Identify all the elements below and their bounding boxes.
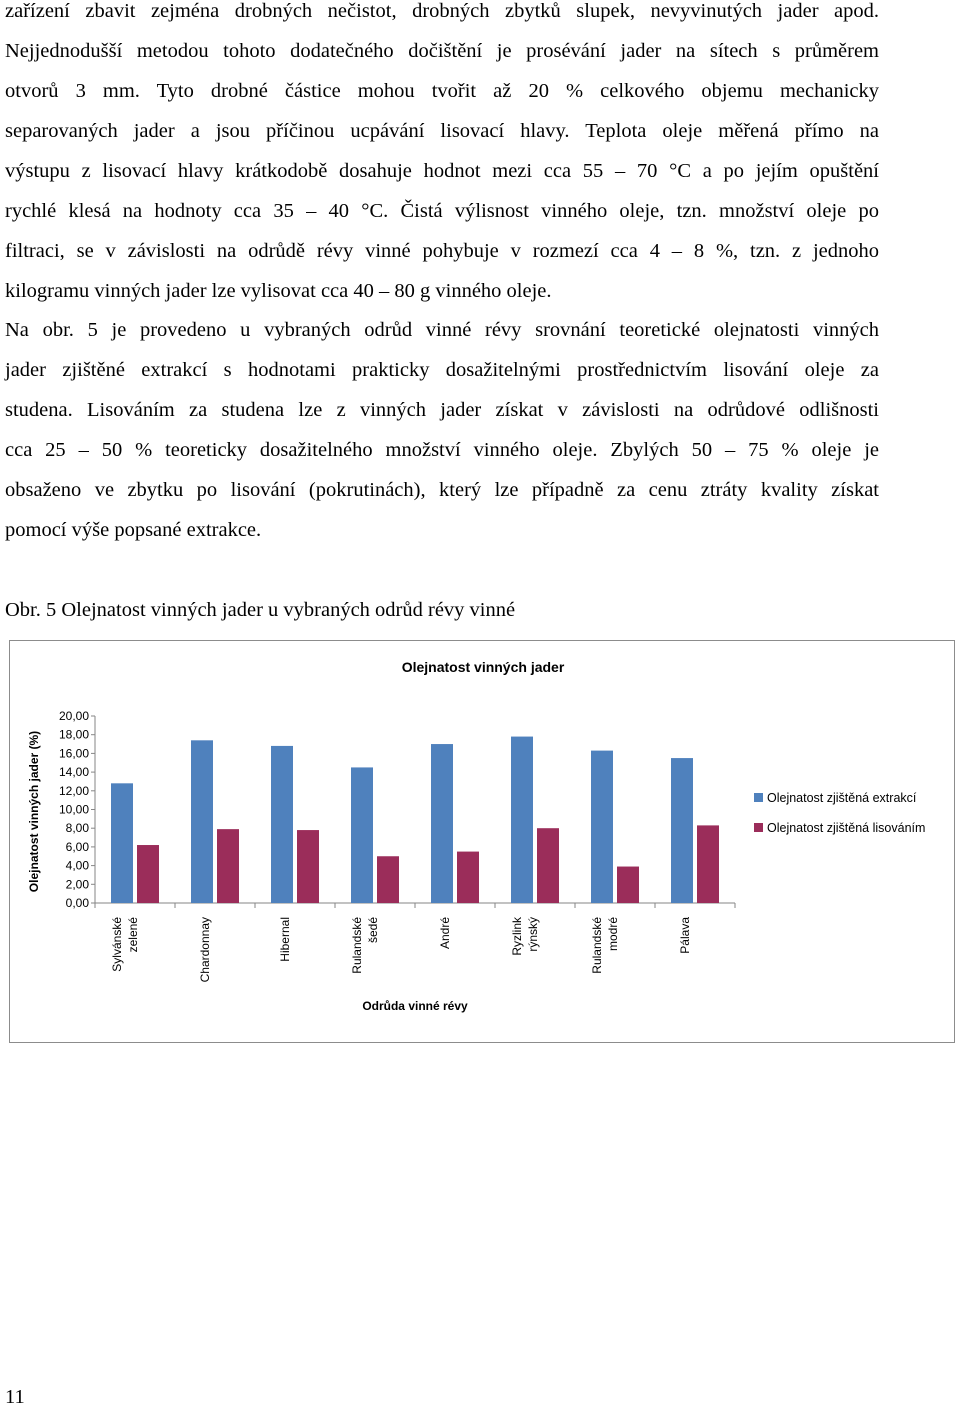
y-tick-label: 0,00	[65, 896, 89, 910]
bar-extraction	[111, 783, 133, 903]
x-tick-label: Rulandské šedé	[350, 917, 380, 974]
bar-extraction	[191, 740, 213, 903]
bar-pressing	[697, 825, 719, 903]
x-tick-label: Rulandské modré	[590, 917, 620, 974]
legend-label: Olejnatost zjištěná extrakcí	[767, 791, 917, 805]
bar-extraction	[351, 767, 373, 903]
bar-extraction	[271, 746, 293, 903]
text-line: jader zjištěné extrakcí s hodnotami prakticky dosažitelnými prostřednictvím lisování oleje za	[5, 359, 879, 381]
y-tick-label: 14,00	[58, 765, 89, 780]
bar-extraction	[511, 737, 533, 903]
bar-pressing	[617, 867, 639, 903]
y-tick-label: 20,00	[58, 709, 89, 723]
bar-pressing	[377, 856, 399, 903]
text-line: studena. Lisováním za studena lze z vinných jader získat v závislosti na odrůdové odlišnosti	[5, 399, 879, 421]
text-line: cca 25 – 50 % teoreticky dosažitelného množství vinného oleje. Zbylých 50 – 75 % oleje je	[5, 439, 879, 461]
paragraph-1	[5, 0, 879, 311]
bar-extraction	[431, 744, 453, 903]
y-tick-label: 4,00	[65, 858, 89, 873]
y-tick-label: 2,00	[65, 877, 89, 892]
bar-pressing	[537, 828, 559, 903]
figure-caption: Obr. 5 Olejnatost vinných jader u vybraných odrůd révy vinné	[5, 599, 516, 621]
bar-pressing	[297, 830, 319, 903]
x-tick-label: Hibernal	[278, 917, 292, 962]
bar-extraction	[591, 751, 613, 903]
text-line: Na obr. 5 je provedeno u vybraných odrůd vinné révy srovnání teoretické olejnatosti vinných	[5, 319, 879, 341]
page-number: 11	[5, 1386, 25, 1408]
y-tick-label: 6,00	[65, 839, 89, 854]
text-line: zařízení zbavit zejména drobných nečistot, drobných zbytků slupek, nevyvinutých jader apod.	[5, 0, 879, 22]
legend-swatch	[754, 823, 763, 832]
y-tick-label: 10,00	[58, 802, 89, 817]
x-tick-label: Pálava	[678, 917, 692, 954]
legend-label: Olejnatost zjištěná lisováním	[767, 821, 926, 835]
text-line: rychlé klesá na hodnoty cca 35 – 40 °C. Čistá výlisnost vinného oleje, tzn. množství oleje po	[5, 200, 879, 222]
x-tick-label: Ryzlink rýnský	[510, 917, 540, 956]
y-tick-label: 12,00	[58, 783, 89, 798]
text-line: separovaných jader a jsou příčinou ucpávání lisovací hlavy. Teplota oleje měřená přímo na	[5, 120, 879, 142]
bar-pressing	[457, 852, 479, 903]
bar-chart	[9, 640, 955, 1043]
x-tick-label: Chardonnay	[198, 917, 212, 983]
bar-pressing	[217, 829, 239, 903]
y-tick-label: 8,00	[65, 821, 89, 836]
bar-extraction	[671, 758, 693, 903]
bar-pressing	[137, 845, 159, 903]
text-line: výstupu z lisovací hlavy krátkodobě dosahuje hodnot mezi cca 55 – 70 °C a po jejím opuštění	[5, 160, 879, 182]
chart-svg	[10, 641, 956, 1044]
text-line: Nejjednodušší metodou tohoto dodatečného dočištění je prosévání jader na sítech s průměrem	[5, 40, 879, 62]
x-tick-label: Sylvánské zelené	[110, 917, 140, 972]
text-line: otvorů 3 mm. Tyto drobné částice mohou tvořit až 20 % celkového objemu mechanicky	[5, 80, 879, 102]
text-line: pomocí výše popsané extrakce.	[5, 519, 262, 541]
text-line: kilogramu vinných jader lze vylisovat cca 40 – 80 g vinného oleje.	[5, 280, 552, 302]
text-line: filtraci, se v závislosti na odrůdě révy vinné pohybuje v rozmezí cca 4 – 8 %, tzn. z jednoho	[5, 240, 879, 262]
paragraph-2	[5, 310, 879, 550]
x-axis-label: Odrůda vinné révy	[362, 999, 468, 1013]
chart-title: Olejnatost vinných jader	[401, 659, 565, 675]
x-tick-label: André	[438, 917, 452, 950]
legend-swatch	[754, 793, 763, 802]
y-tick-label: 18,00	[58, 727, 89, 742]
y-tick-label: 16,00	[58, 746, 89, 761]
y-axis-label: Olejnatost vinných jader (%)	[27, 730, 41, 893]
text-line: obsaženo ve zbytku po lisování (pokrutinách), který lze případně za cenu ztráty kvality získat	[5, 479, 879, 501]
